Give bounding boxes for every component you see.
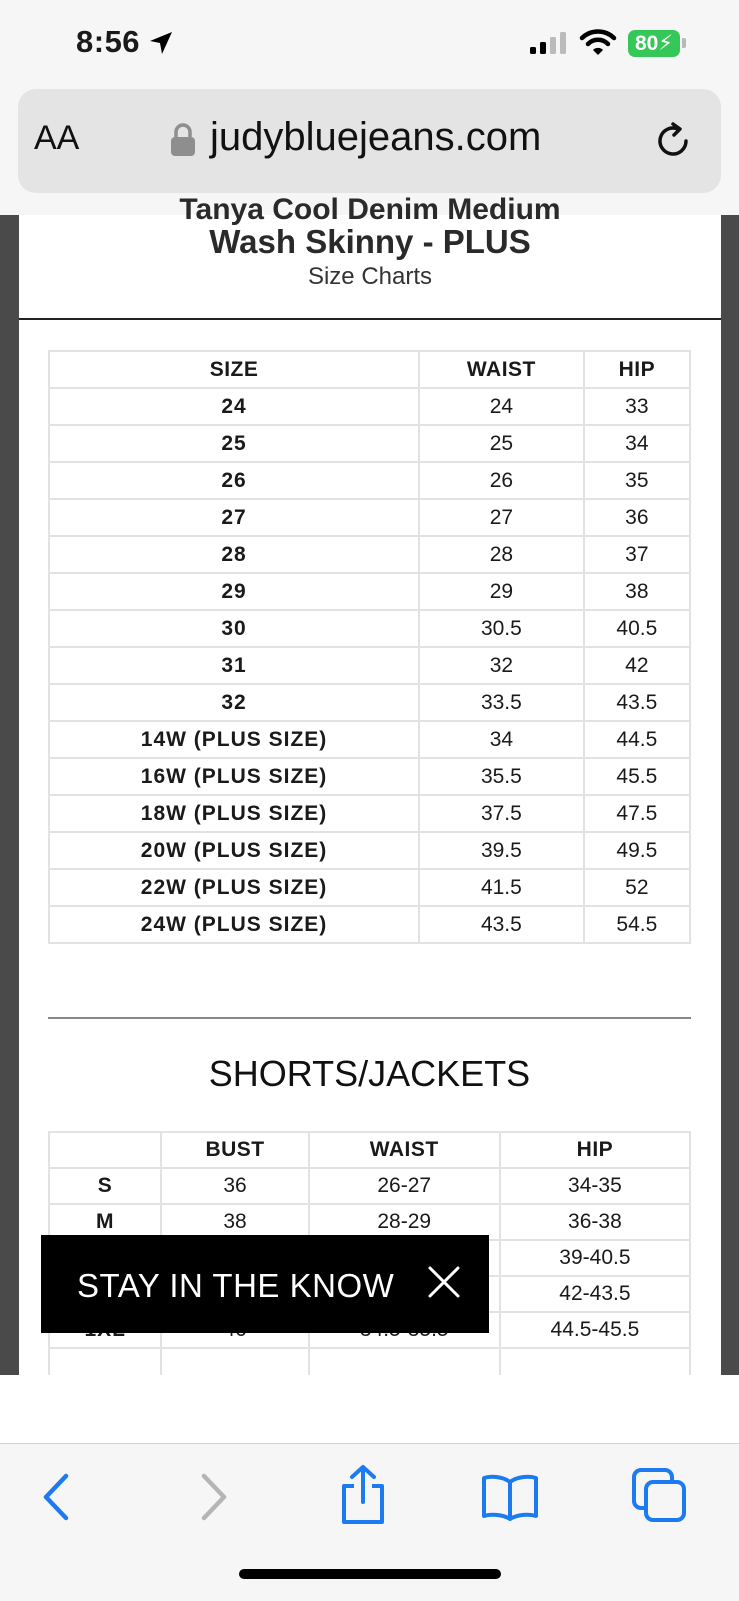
hip-cell: 35 — [584, 462, 690, 499]
book-icon[interactable] — [480, 1472, 540, 1522]
lock-icon — [170, 123, 196, 157]
column-header: HIP — [500, 1132, 690, 1168]
hip-cell: 38 — [584, 573, 690, 610]
table-row — [49, 499, 690, 536]
size-cell: 16W (PLUS SIZE) — [49, 758, 419, 795]
size-cell: 24W (PLUS SIZE) — [49, 906, 419, 943]
table-row — [49, 906, 690, 943]
section-divider — [48, 1017, 691, 1019]
wifi-icon — [580, 28, 616, 56]
hip-cell: 40.5 — [584, 610, 690, 647]
bust-cell: 36 — [161, 1168, 308, 1204]
hip-cell: 43.5 — [584, 684, 690, 721]
web-content[interactable] — [0, 193, 739, 1375]
table-header-row — [49, 351, 690, 388]
waist-cell: 24 — [419, 388, 584, 425]
size-cell: 25 — [49, 425, 419, 462]
hip-cell: 42-43.5 — [500, 1276, 690, 1312]
size-cell: S — [49, 1168, 161, 1204]
size-cell: 31 — [49, 647, 419, 684]
waist-cell: 29 — [419, 573, 584, 610]
hip-cell: 34-35 — [500, 1168, 690, 1204]
newsletter-popup[interactable] — [41, 1235, 489, 1333]
hip-cell: 44.5 — [584, 721, 690, 758]
waist-cell: 26-27 — [309, 1168, 500, 1204]
table-row — [49, 721, 690, 758]
charging-bolt-icon: ⚡ — [658, 32, 674, 55]
status-bar — [0, 0, 739, 88]
size-cell: 27 — [49, 499, 419, 536]
table-row — [49, 536, 690, 573]
hip-cell: 45.5 — [584, 758, 690, 795]
hip-cell: 36-38 — [500, 1204, 690, 1240]
waist-cell: 35.5 — [419, 758, 584, 795]
table-row — [49, 388, 690, 425]
waist-cell: 25 — [419, 425, 584, 462]
hip-cell: 34 — [584, 425, 690, 462]
size-cell: 24 — [49, 388, 419, 425]
hip-cell: 39-40.5 — [500, 1240, 690, 1276]
size-cell: 18W (PLUS SIZE) — [49, 795, 419, 832]
page-bottom-area — [0, 1375, 739, 1443]
battery-level: 80 — [634, 31, 659, 55]
battery-indicator — [628, 30, 680, 57]
waist-cell: 33.5 — [419, 684, 584, 721]
hip-cell: 36 — [584, 499, 690, 536]
text-size-button[interactable] — [34, 119, 79, 158]
size-charts-subtitle: Size Charts — [307, 263, 433, 290]
table-row — [49, 610, 690, 647]
size-cell: M — [49, 1204, 161, 1240]
status-time: 8:56 — [76, 24, 141, 59]
waist-cell: 28 — [419, 536, 584, 573]
column-header — [49, 1132, 161, 1168]
column-header: BUST — [161, 1132, 308, 1168]
hip-cell: 33 — [584, 388, 690, 425]
waist-cell: 37.5 — [419, 795, 584, 832]
table-row — [49, 832, 690, 869]
reload-icon[interactable] — [654, 121, 694, 161]
text-size-label: AA — [34, 119, 80, 157]
share-icon[interactable] — [338, 1464, 388, 1526]
hip-cell: 37 — [584, 536, 690, 573]
tabs-icon[interactable] — [632, 1468, 688, 1524]
cellular-signal-icon — [530, 32, 568, 54]
hip-cell: 44.5-45.5 — [500, 1312, 690, 1348]
size-cell: 32 — [49, 684, 419, 721]
waist-cell: 28-29 — [309, 1204, 500, 1240]
size-cell: 30 — [49, 610, 419, 647]
waist-cell: 30.5 — [419, 610, 584, 647]
size-cell: 29 — [49, 573, 419, 610]
waist-cell: 26 — [419, 462, 584, 499]
product-title-partial: Tanya Cool Denim Medium — [179, 193, 561, 226]
column-header: SIZE — [49, 351, 419, 388]
close-icon[interactable] — [427, 1265, 461, 1299]
table-row — [49, 1168, 690, 1204]
column-header: WAIST — [309, 1132, 500, 1168]
hip-cell: 49.5 — [584, 832, 690, 869]
product-title: Wash Skinny - PLUS — [209, 223, 531, 260]
column-header: HIP — [584, 351, 690, 388]
table-row — [49, 573, 690, 610]
size-cell: 26 — [49, 462, 419, 499]
table-row — [49, 758, 690, 795]
home-indicator — [239, 1569, 501, 1579]
bust-cell: 38 — [161, 1204, 308, 1240]
table-row — [49, 425, 690, 462]
chevron-left-icon[interactable] — [40, 1472, 72, 1522]
page-body — [19, 193, 721, 1375]
waist-cell: 27 — [419, 499, 584, 536]
table-row — [49, 647, 690, 684]
url-domain[interactable]: judybluejeans.com — [210, 115, 542, 159]
table-row — [49, 684, 690, 721]
size-cell: 22W (PLUS SIZE) — [49, 869, 419, 906]
hip-cell: 47.5 — [584, 795, 690, 832]
battery-nub — [682, 38, 686, 48]
waist-cell: 41.5 — [419, 869, 584, 906]
waist-cell: 43.5 — [419, 906, 584, 943]
waist-cell: 34 — [419, 721, 584, 758]
table-row — [49, 795, 690, 832]
waist-cell: 32 — [419, 647, 584, 684]
size-cell: 14W (PLUS SIZE) — [49, 721, 419, 758]
table-row — [49, 869, 690, 906]
shorts-jackets-title: SHORTS/JACKETS — [208, 1053, 531, 1094]
size-cell: 20W (PLUS SIZE) — [49, 832, 419, 869]
table-row — [49, 462, 690, 499]
chevron-right-icon[interactable] — [198, 1472, 230, 1522]
waist-cell: 39.5 — [419, 832, 584, 869]
jeans-size-table — [48, 350, 691, 944]
table-header-row — [49, 1132, 690, 1168]
hip-cell: 54.5 — [584, 906, 690, 943]
hip-cell: 52 — [584, 869, 690, 906]
popup-label[interactable]: STAY IN THE KNOW — [77, 1267, 395, 1304]
column-header: WAIST — [419, 351, 584, 388]
size-cell: 28 — [49, 536, 419, 573]
header-divider — [19, 318, 721, 320]
hip-cell: 42 — [584, 647, 690, 684]
address-bar[interactable] — [18, 89, 721, 193]
location-arrow-icon — [148, 30, 174, 56]
